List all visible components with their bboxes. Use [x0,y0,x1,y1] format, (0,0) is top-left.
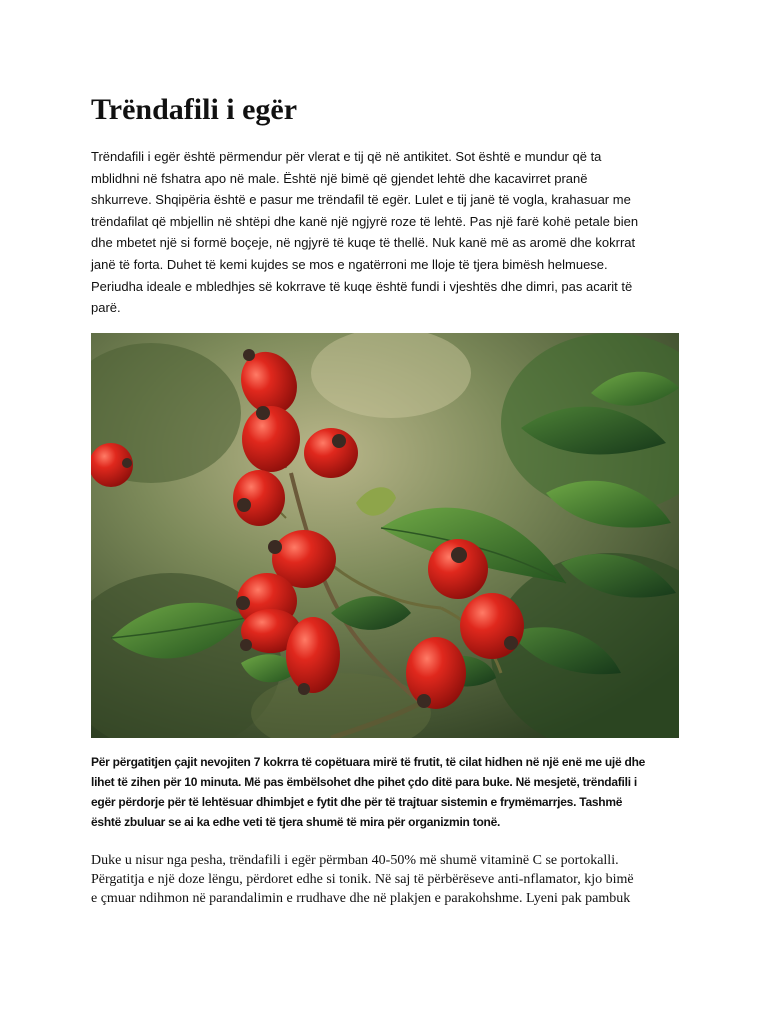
benefits-line: e çmuar ndihmon në parandalimin e rrudhave dhe në plakjen e parakohshme. Lyeni pak pambuk [91,891,631,906]
benefits-paragraph [91,851,681,908]
page-title: Trëndafili i egër [91,93,298,126]
intro-line: dhe mbetet një si formë boçeje, në ngjyrë të kuqe të thellë. Nuk kanë më as aromë dhe kokrrat [91,235,636,251]
preparation-line: lihet të zihen për 10 minuta. Më pas ëmbëlsohet dhe pihet çdo ditë para buke. Në mesjetë, trëndafili i [91,775,637,789]
intro-line: Periudha ideale e mbledhjes së kokrrave të kuqe është fundi i vjeshtës dhe dimri, pas acarit të [91,278,633,294]
preparation-line: egër përdorje për të lehtësuar dhimbjet e fytit dhe për të trajtuar sistemin e frymëmarrjes. Tashmë [91,795,623,809]
preparation-paragraph [91,752,681,832]
preparation-line: Për përgatitjen çajit nevojiten 7 kokrra të copëtuara mirë të frutit, të cilat hidhen në një enë me ujë dhe [91,755,646,769]
intro-line: shkurreve. Shqipëria është e pasur me trëndafil të egër. Lulet e tij janë të vogla, krahasuar me [91,192,631,208]
rosehip-photo [91,333,679,738]
intro-paragraph [91,146,681,319]
intro-line: mblidhni në fshatra apo në male. Është një bimë që gjendet lehtë dhe kacavirret pranë [91,170,588,186]
preparation-line: është zbuluar se ai ka edhe veti të tjera shumë të mira për organizmin tonë. [91,815,501,829]
intro-line: Trëndafili i egër është përmendur për vlerat e tij që në antikitet. Sot është e mundur që ta [91,149,602,164]
intro-line: trëndafilat që mbjellin në shtëpi dhe kanë një ngjyrë roze të lehtë. Pas një farë kohë petale bien [91,213,639,229]
benefits-line: Duke u nisur nga pesha, trëndafili i egër përmban 40-50% më shumë vitaminë C se portokalli. [91,853,619,868]
intro-line: parë. [91,300,121,316]
intro-line: janë të forta. Duhet të kemi kujdes se mos e ngatërroni me lloje të tjera bimësh helmuese. [91,256,608,272]
benefits-line: Përgatitja e një doze lëngu, përdoret edhe si tonik. Në saj të përbërëseve anti-nflamator, kjo bimë [91,872,634,887]
